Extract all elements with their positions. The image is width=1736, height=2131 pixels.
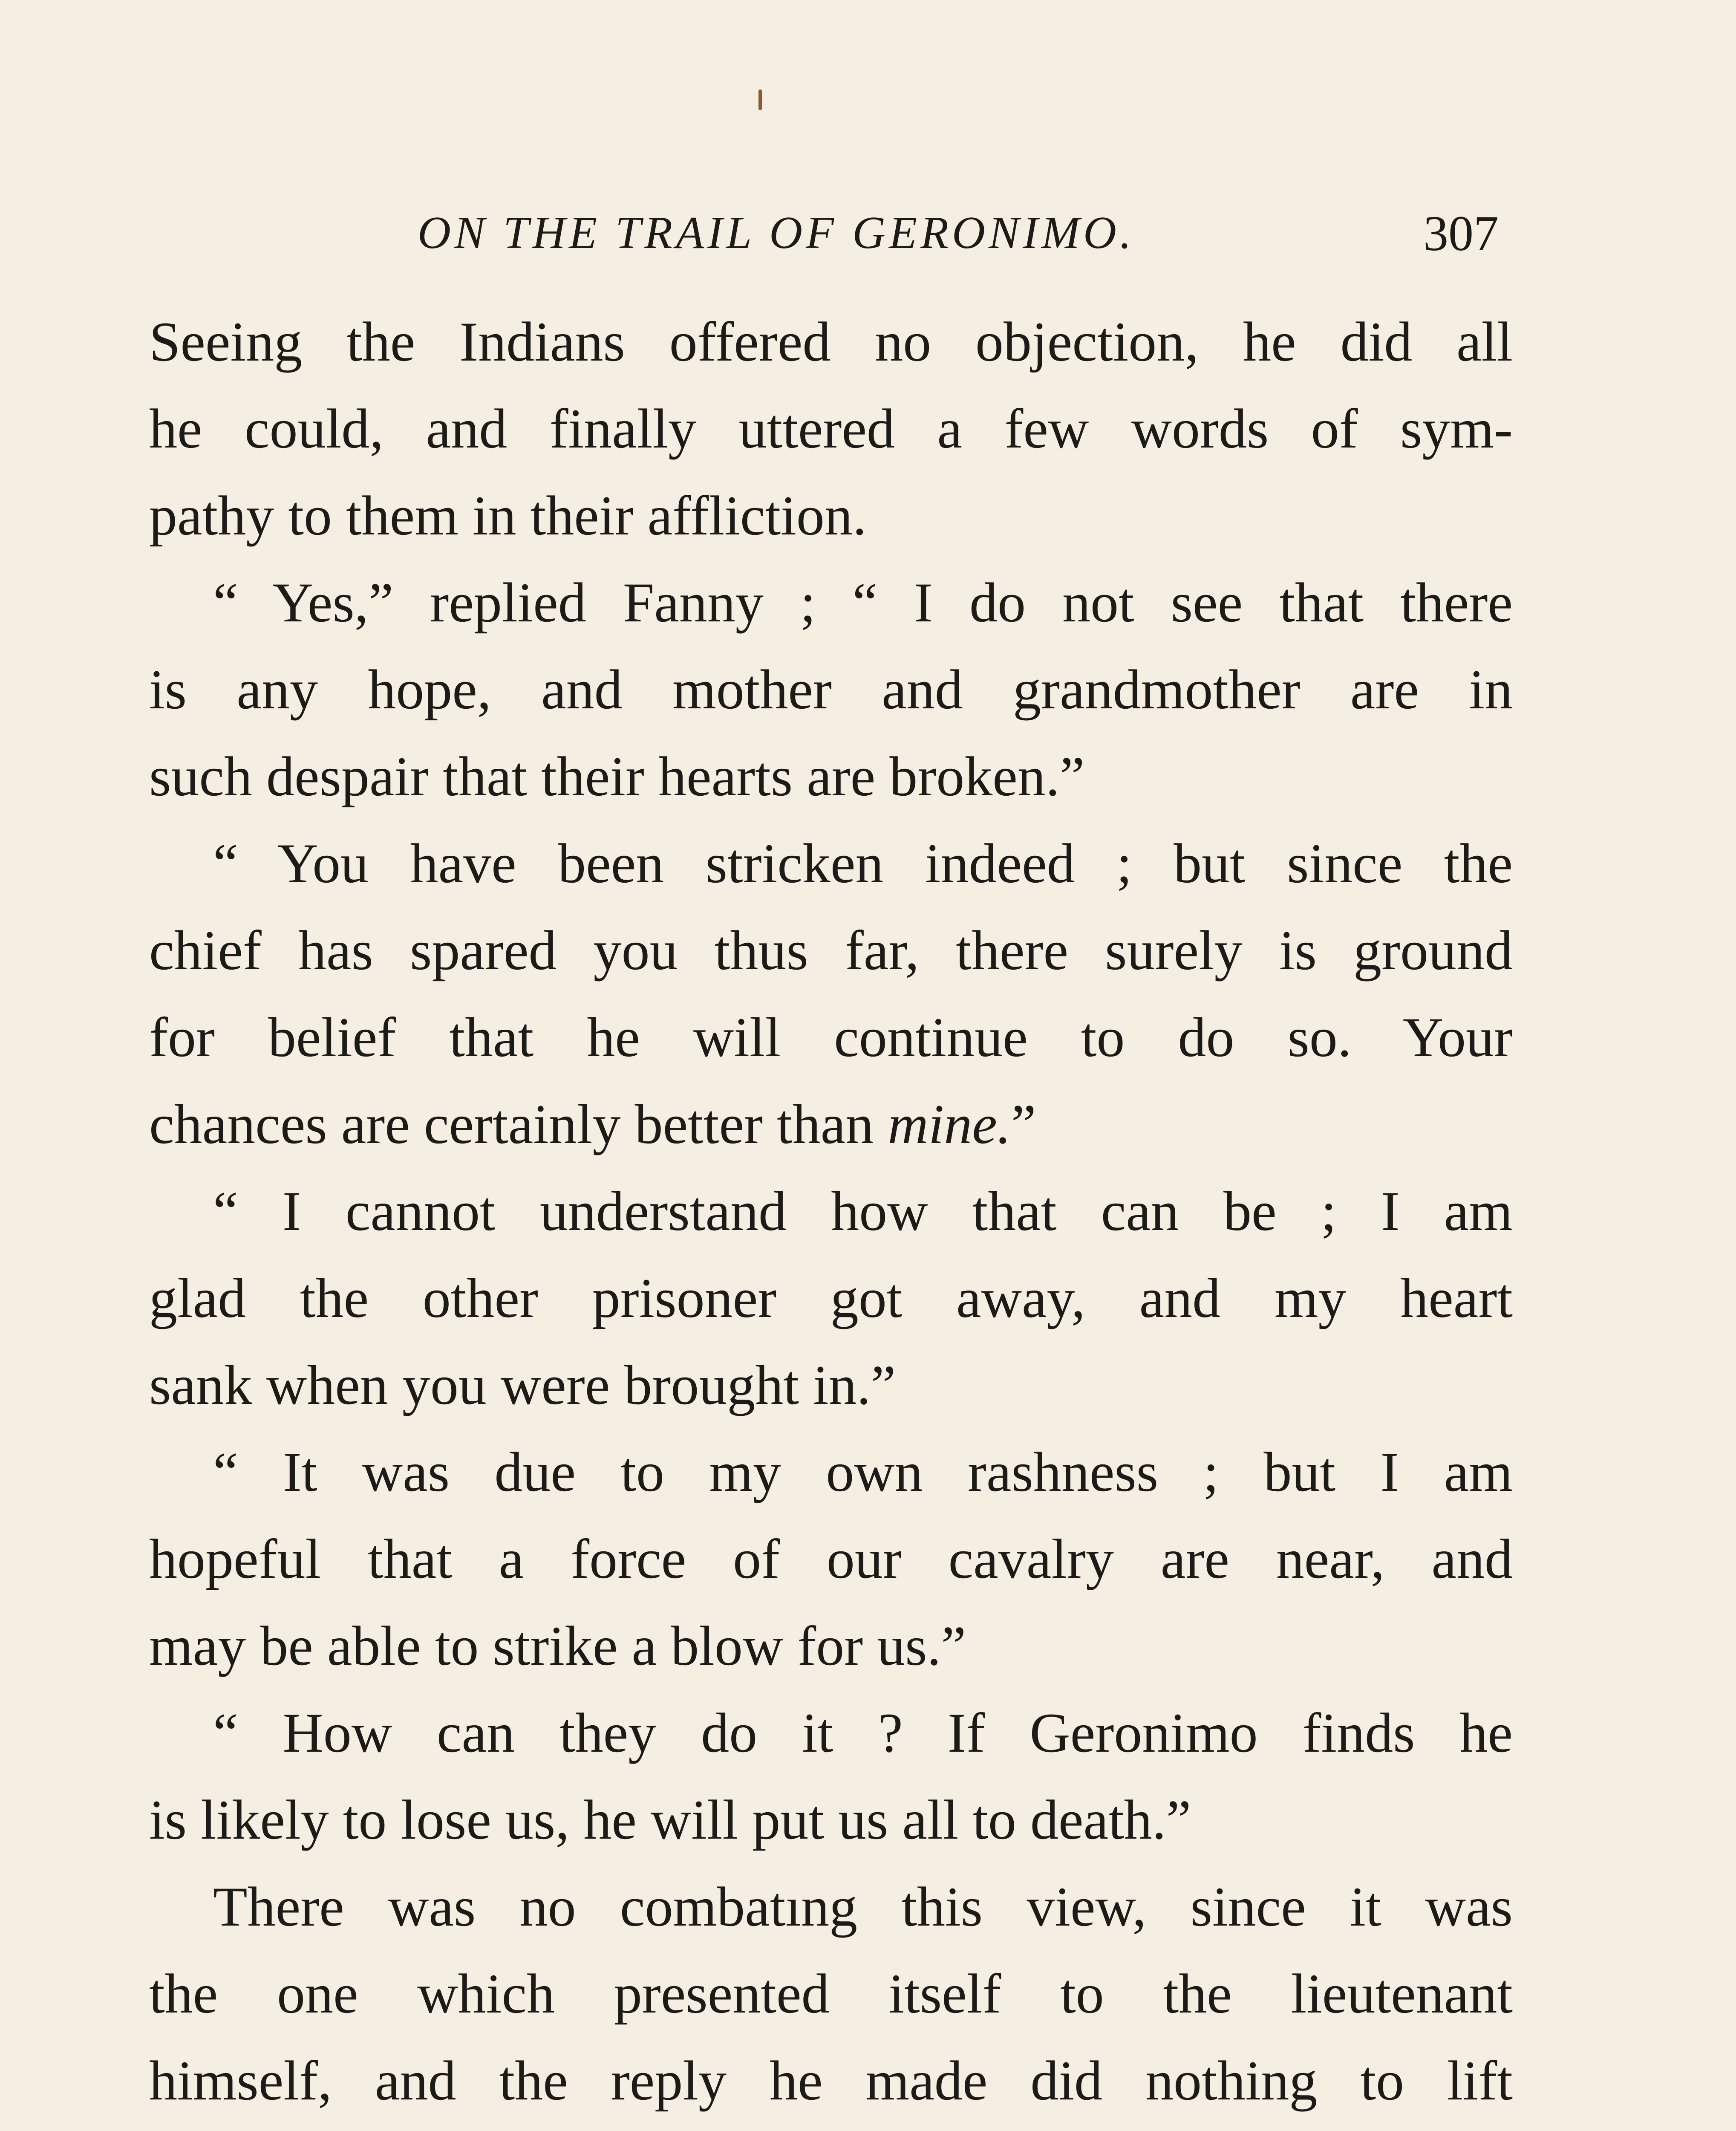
text-line-8: chief has spared you thus far, there surely is ground — [149, 919, 1513, 982]
text-line-10 — [149, 1081, 1513, 1168]
text-line-3: pathy to them in their affliction. — [149, 484, 867, 547]
text-line-1: Seeing the Indians offered no objection, he did all — [149, 310, 1513, 373]
page-number: 307 — [1423, 205, 1499, 261]
closing-quote: ” — [1011, 1093, 1036, 1155]
text-line-12: glad the other prisoner got away, and my heart — [149, 1267, 1513, 1329]
text-line-17: “ How can they do it ? If Geronimo finds he — [213, 1701, 1513, 1764]
text-line-10-start: chances are certainly better than — [149, 1093, 888, 1155]
page-body-text — [149, 298, 1513, 2131]
text-line-4: “ Yes,” replied Fanny ; “ I do not see that there — [213, 571, 1513, 634]
text-line-6: such despair that their hearts are broken.” — [149, 745, 1085, 808]
text-line-19: There was no combatıng this view, since it was — [213, 1875, 1513, 1938]
text-line-22 — [149, 2124, 1513, 2131]
ink-mark — [758, 90, 762, 110]
text-line-11: “ I cannot understand how that can be ; I am — [213, 1180, 1513, 1242]
text-line-7: “ You have been stricken indeed ; but since the — [213, 832, 1513, 895]
text-line-21: himself, and the reply he made did nothing to lift — [149, 2049, 1513, 2112]
text-line-5: is any hope, and mother and grandmother are in — [149, 658, 1513, 721]
text-line-2: he could, and finally uttered a few words of sym- — [149, 397, 1513, 460]
text-line-9: for belief that he will continue to do so. Your — [149, 1006, 1513, 1068]
text-line-16: may be able to strike a blow for us.” — [149, 1614, 966, 1677]
text-line-13: sank when you were brought in.” — [149, 1354, 896, 1416]
italic-word: mine. — [888, 1093, 1011, 1155]
text-line-15: hopeful that a force of our cavalry are near, and — [149, 1528, 1513, 1590]
text-line-18: is likely to lose us, he will put us all to death.” — [149, 1788, 1191, 1851]
text-line-14: “ It was due to my own rashness ; but I am — [213, 1441, 1513, 1503]
running-title: ON THE TRAIL OF GERONIMO. — [418, 208, 1135, 258]
text-line-20: the one which presented itself to the lieutenant — [149, 1962, 1513, 2025]
